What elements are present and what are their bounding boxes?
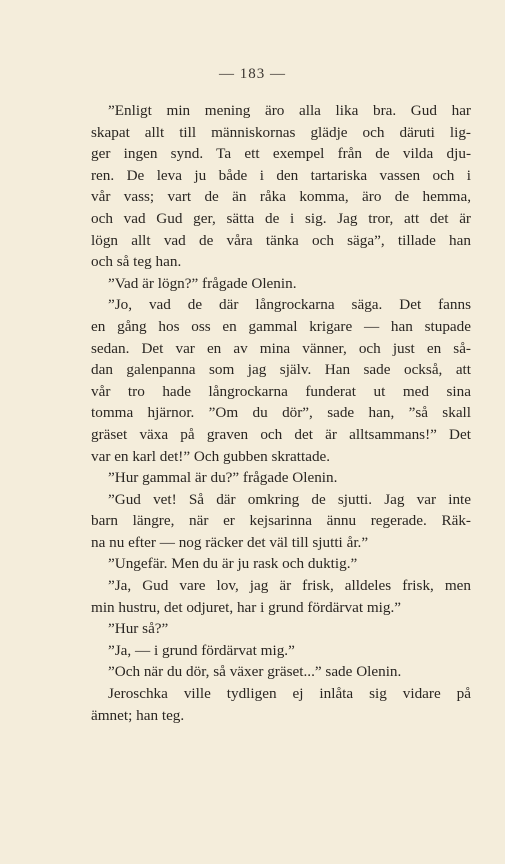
text-line: ”Enligt min mening äro alla lika bra. Gud har bbox=[108, 102, 471, 119]
text-line: ”Vad är lögn?” frågade Olenin. bbox=[108, 274, 297, 292]
text-line: sedan. Det var en av mina vänner, och just en så- bbox=[91, 339, 471, 357]
body-text bbox=[91, 100, 471, 726]
text-line: och så teg han. bbox=[91, 253, 182, 271]
text-line: ren. De leva ju både i den tartariska vassen och i bbox=[91, 166, 471, 184]
text-line: vår tro hade långrockarna funderat ut med sina bbox=[91, 382, 471, 400]
text-line: och vad Gud ger, sätta de i sig. Jag tror, att det är bbox=[91, 209, 471, 227]
text-line: ”Ja, — i grund fördärvat mig.” bbox=[108, 641, 295, 659]
text-line: ”Hur så?” bbox=[108, 620, 169, 638]
text-line: vår vass; vart de än råka komma, äro de hemma, bbox=[91, 188, 471, 206]
text-line: en gång hos oss en gammal krigare — han stupade bbox=[91, 317, 471, 335]
text-line: barn längre, när er kejsarinna ännu regerade. Räk- bbox=[91, 512, 471, 530]
paragraph bbox=[91, 640, 471, 662]
text-line: Jeroschka ville tydligen ej inlåta sig vidare på bbox=[108, 685, 471, 703]
text-line: ”Och när du dör, så växer gräset...” sade Olenin. bbox=[108, 663, 402, 681]
text-line: ämnet; han teg. bbox=[91, 706, 185, 724]
paragraph bbox=[91, 618, 471, 640]
text-line: ”Jo, vad de där långrockarna säga. Det fanns bbox=[108, 296, 471, 314]
paragraph bbox=[91, 683, 471, 726]
text-line: ”Ja, Gud vare lov, jag är frisk, alldeles frisk, men bbox=[108, 577, 471, 595]
paragraph bbox=[91, 100, 471, 273]
paragraph bbox=[91, 489, 471, 554]
text-line: ”Ungefär. Men du är ju rask och duktig.” bbox=[108, 555, 358, 573]
text-line: ger ingen synd. Ta ett exempel från de vilda dju- bbox=[91, 145, 471, 163]
paragraph bbox=[91, 467, 471, 489]
text-line: var en karl det!” Och gubben skrattade. bbox=[91, 447, 331, 465]
page-number: — 183 — bbox=[219, 66, 286, 82]
text-line: dan galenpanna som jag själv. Han sade också, att bbox=[91, 361, 471, 379]
text-line: lögn allt vad de våra tänka och säga”, tillade han bbox=[91, 231, 471, 249]
text-line: ”Gud vet! Så där omkring de sjutti. Jag var inte bbox=[108, 490, 471, 508]
text-line: na nu efter — nog räcker det väl till sjutti år.” bbox=[91, 533, 369, 551]
text-line: ”Hur gammal är du?” frågade Olenin. bbox=[108, 469, 338, 487]
text-line: skapat allt till människornas glädje och däruti lig- bbox=[91, 123, 471, 141]
paragraph bbox=[91, 553, 471, 575]
paragraph bbox=[91, 575, 471, 618]
text-line: min hustru, det odjuret, har i grund fördärvat mig.” bbox=[91, 598, 402, 616]
paragraph bbox=[91, 273, 471, 295]
text-line: tomma hjärnor. ”Om du dör”, sade han, ”så skall bbox=[91, 404, 471, 422]
paragraph bbox=[91, 661, 471, 683]
text-line: gräset växa på graven och det är alltsammans!” Det bbox=[91, 425, 471, 443]
paragraph bbox=[91, 294, 471, 467]
